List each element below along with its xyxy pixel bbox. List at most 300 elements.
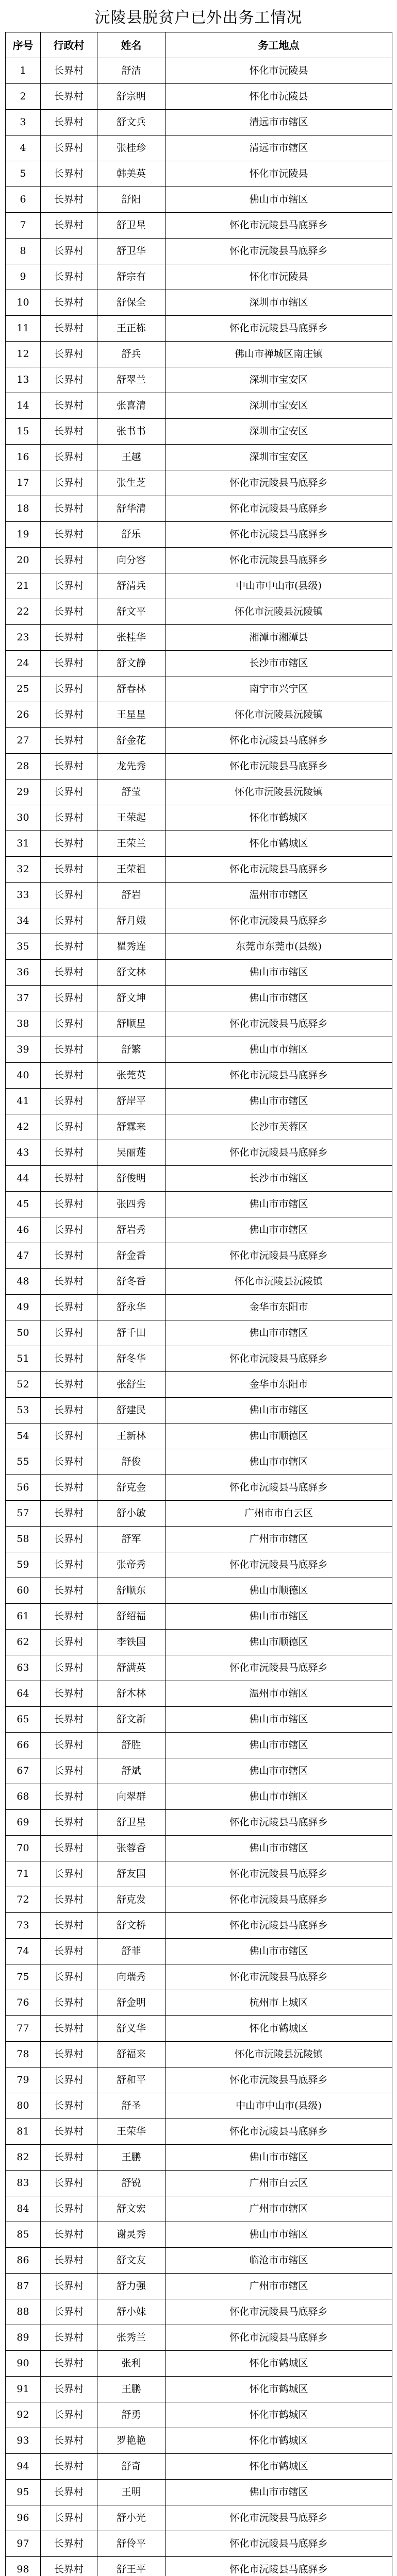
table-row xyxy=(6,342,392,367)
row-index: 89 xyxy=(6,2325,41,2351)
row-work-location: 怀化市沅陵县 xyxy=(166,84,392,110)
table-row xyxy=(6,316,392,342)
table-row xyxy=(6,1552,392,1578)
row-index: 41 xyxy=(6,1089,41,1114)
row-village: 长界村 xyxy=(41,2274,97,2299)
table-row xyxy=(6,548,392,573)
row-work-location: 佛山市市辖区 xyxy=(166,1836,392,1861)
row-index: 52 xyxy=(6,1372,41,1398)
table-row xyxy=(6,1166,392,1192)
row-village: 长界村 xyxy=(41,1655,97,1681)
table-row xyxy=(6,367,392,393)
row-work-location: 怀化市沅陵县马底驿乡 xyxy=(166,2531,392,2557)
row-index: 6 xyxy=(6,187,41,213)
row-work-location: 怀化市沅陵县马底驿乡 xyxy=(166,1655,392,1681)
row-index: 66 xyxy=(6,1733,41,1758)
row-index: 56 xyxy=(6,1475,41,1501)
row-name: 王新林 xyxy=(97,1423,166,1449)
row-village: 长界村 xyxy=(41,1836,97,1861)
row-village: 长界村 xyxy=(41,831,97,857)
row-index: 74 xyxy=(6,1939,41,1964)
row-index: 93 xyxy=(6,2428,41,2454)
row-village: 长界村 xyxy=(41,161,97,187)
row-work-location: 怀化市鹤城区 xyxy=(166,2454,392,2480)
row-village: 长界村 xyxy=(41,1681,97,1707)
row-index: 76 xyxy=(6,1990,41,2016)
row-village: 长界村 xyxy=(41,1295,97,1320)
row-village: 长界村 xyxy=(41,1990,97,2016)
row-name: 吴丽莲 xyxy=(97,1140,166,1166)
header-index: 序号 xyxy=(6,32,41,58)
row-village: 长界村 xyxy=(41,651,97,676)
row-work-location: 怀化市沅陵县马底驿乡 xyxy=(166,548,392,573)
row-village: 长界村 xyxy=(41,1939,97,1964)
row-work-location: 金华市东阳市 xyxy=(166,1372,392,1398)
row-work-location: 怀化市沅陵县沅陵镇 xyxy=(166,599,392,625)
row-index: 77 xyxy=(6,2016,41,2042)
table-row xyxy=(6,1243,392,1269)
row-work-location: 怀化市沅陵县马底驿乡 xyxy=(166,1861,392,1887)
row-village: 长界村 xyxy=(41,1320,97,1346)
row-village: 长界村 xyxy=(41,573,97,599)
row-work-location: 佛山市市辖区 xyxy=(166,1733,392,1758)
row-name: 舒文林 xyxy=(97,960,166,986)
row-village: 长界村 xyxy=(41,1707,97,1733)
row-village: 长界村 xyxy=(41,1887,97,1913)
row-work-location: 中山市中山市(县级) xyxy=(166,573,392,599)
row-index: 59 xyxy=(6,1552,41,1578)
row-village: 长界村 xyxy=(41,883,97,908)
row-name: 舒小妹 xyxy=(97,2299,166,2325)
row-village: 长界村 xyxy=(41,110,97,135)
row-village: 长界村 xyxy=(41,1784,97,1810)
row-village: 长界村 xyxy=(41,1114,97,1140)
row-work-location: 怀化市鹤城区 xyxy=(166,805,392,831)
row-village: 长界村 xyxy=(41,2505,97,2531)
row-index: 11 xyxy=(6,316,41,342)
row-name: 张舒生 xyxy=(97,1372,166,1398)
row-village: 长界村 xyxy=(41,1011,97,1037)
table-row xyxy=(6,883,392,908)
row-index: 19 xyxy=(6,522,41,548)
row-name: 舒小光 xyxy=(97,2505,166,2531)
row-name: 王鹏 xyxy=(97,2377,166,2402)
row-village: 长界村 xyxy=(41,496,97,522)
row-name: 舒俊明 xyxy=(97,1166,166,1192)
row-index: 40 xyxy=(6,1063,41,1089)
row-index: 62 xyxy=(6,1630,41,1655)
row-index: 16 xyxy=(6,445,41,470)
row-work-location: 佛山市市辖区 xyxy=(166,2222,392,2248)
table-row xyxy=(6,1707,392,1733)
row-index: 97 xyxy=(6,2531,41,2557)
table-row xyxy=(6,2377,392,2402)
row-village: 长界村 xyxy=(41,676,97,702)
row-work-location: 佛山市市辖区 xyxy=(166,2480,392,2505)
row-name: 向分容 xyxy=(97,548,166,573)
table-row xyxy=(6,1630,392,1655)
row-name: 舒文桥 xyxy=(97,1913,166,1939)
row-village: 长界村 xyxy=(41,1758,97,1784)
row-village: 长界村 xyxy=(41,934,97,960)
row-index: 35 xyxy=(6,934,41,960)
row-village: 长界村 xyxy=(41,264,97,290)
row-village: 长界村 xyxy=(41,1089,97,1114)
row-village: 长界村 xyxy=(41,393,97,419)
row-index: 98 xyxy=(6,2557,41,2576)
row-work-location: 温州市市辖区 xyxy=(166,1681,392,1707)
row-work-location: 佛山市顺德区 xyxy=(166,1423,392,1449)
row-work-location: 温州市市辖区 xyxy=(166,883,392,908)
row-index: 8 xyxy=(6,239,41,264)
row-work-location: 广州市市白云区 xyxy=(166,1501,392,1527)
row-index: 92 xyxy=(6,2402,41,2428)
row-name: 李铁国 xyxy=(97,1630,166,1655)
row-work-location: 深圳市宝安区 xyxy=(166,393,392,419)
row-village: 长界村 xyxy=(41,857,97,883)
row-work-location: 佛山市市辖区 xyxy=(166,1449,392,1475)
table-row xyxy=(6,676,392,702)
row-index: 94 xyxy=(6,2454,41,2480)
row-index: 38 xyxy=(6,1011,41,1037)
row-work-location: 怀化市鹤城区 xyxy=(166,2428,392,2454)
row-village: 长界村 xyxy=(41,2016,97,2042)
row-index: 25 xyxy=(6,676,41,702)
row-work-location: 怀化市沅陵县马底驿乡 xyxy=(166,2067,392,2093)
row-village: 长界村 xyxy=(41,290,97,316)
row-work-location: 广州市白云区 xyxy=(166,2171,392,2196)
table-row xyxy=(6,2196,392,2222)
row-work-location: 佛山市市辖区 xyxy=(166,1707,392,1733)
row-name: 舒莹 xyxy=(97,779,166,805)
row-index: 83 xyxy=(6,2171,41,2196)
table-row xyxy=(6,2325,392,2351)
row-village: 长界村 xyxy=(41,2093,97,2119)
row-work-location: 临沧市市辖区 xyxy=(166,2248,392,2274)
row-village: 长界村 xyxy=(41,1269,97,1295)
table-row xyxy=(6,1655,392,1681)
row-village: 长界村 xyxy=(41,779,97,805)
row-index: 20 xyxy=(6,548,41,573)
row-village: 长界村 xyxy=(41,84,97,110)
table-row xyxy=(6,1758,392,1784)
header-name: 姓名 xyxy=(97,32,166,58)
row-work-location: 怀化市沅陵县马底驿乡 xyxy=(166,1887,392,1913)
table-row xyxy=(6,908,392,934)
row-work-location: 怀化市沅陵县马底驿乡 xyxy=(166,316,392,342)
table-row xyxy=(6,58,392,84)
row-village: 长界村 xyxy=(41,960,97,986)
row-village: 长界村 xyxy=(41,1913,97,1939)
row-index: 64 xyxy=(6,1681,41,1707)
row-name: 王正栋 xyxy=(97,316,166,342)
row-index: 51 xyxy=(6,1346,41,1372)
row-name: 舒卫星 xyxy=(97,213,166,239)
row-index: 34 xyxy=(6,908,41,934)
row-work-location: 怀化市沅陵县马底驿乡 xyxy=(166,1063,392,1089)
row-name: 王荣华 xyxy=(97,2119,166,2145)
table-row xyxy=(6,1320,392,1346)
row-index: 50 xyxy=(6,1320,41,1346)
row-work-location: 怀化市沅陵县沅陵镇 xyxy=(166,1269,392,1295)
row-index: 2 xyxy=(6,84,41,110)
row-village: 长界村 xyxy=(41,1346,97,1372)
row-work-location: 怀化市沅陵县马底驿乡 xyxy=(166,857,392,883)
row-village: 长界村 xyxy=(41,1475,97,1501)
table-row xyxy=(6,1527,392,1552)
row-work-location: 佛山市市辖区 xyxy=(166,1217,392,1243)
table-row xyxy=(6,934,392,960)
table-row xyxy=(6,239,392,264)
row-name: 舒斌 xyxy=(97,1758,166,1784)
row-index: 54 xyxy=(6,1423,41,1449)
row-index: 1 xyxy=(6,58,41,84)
row-work-location: 中山市中山市(县级) xyxy=(166,2093,392,2119)
table-row xyxy=(6,1089,392,1114)
row-name: 舒小敏 xyxy=(97,1501,166,1527)
header-work-location: 务工地点 xyxy=(166,32,392,58)
table-row xyxy=(6,1784,392,1810)
row-village: 长界村 xyxy=(41,2299,97,2325)
row-name: 王星星 xyxy=(97,702,166,728)
row-name: 舒文友 xyxy=(97,2248,166,2274)
table-row xyxy=(6,1810,392,1836)
row-work-location: 广州市市辖区 xyxy=(166,2196,392,2222)
table-row xyxy=(6,2505,392,2531)
row-name: 舒宗明 xyxy=(97,84,166,110)
row-name: 舒军 xyxy=(97,1527,166,1552)
row-name: 龙先秀 xyxy=(97,754,166,779)
row-name: 张蓉香 xyxy=(97,1836,166,1861)
row-index: 7 xyxy=(6,213,41,239)
row-index: 79 xyxy=(6,2067,41,2093)
row-index: 82 xyxy=(6,2145,41,2171)
row-name: 舒宗有 xyxy=(97,264,166,290)
row-village: 长界村 xyxy=(41,316,97,342)
row-village: 长界村 xyxy=(41,1140,97,1166)
row-index: 13 xyxy=(6,367,41,393)
row-name: 王明 xyxy=(97,2480,166,2505)
row-village: 长界村 xyxy=(41,135,97,161)
row-village: 长界村 xyxy=(41,1810,97,1836)
row-name: 王荣祖 xyxy=(97,857,166,883)
row-work-location: 佛山市市辖区 xyxy=(166,1604,392,1630)
row-index: 75 xyxy=(6,1964,41,1990)
row-name: 舒克金 xyxy=(97,1475,166,1501)
row-work-location: 清远市市辖区 xyxy=(166,110,392,135)
row-work-location: 怀化市沅陵县马底驿乡 xyxy=(166,2505,392,2531)
row-village: 长界村 xyxy=(41,2067,97,2093)
row-village: 长界村 xyxy=(41,1192,97,1217)
row-name: 舒金香 xyxy=(97,1243,166,1269)
row-work-location: 深圳市宝安区 xyxy=(166,367,392,393)
row-index: 87 xyxy=(6,2274,41,2299)
row-village: 长界村 xyxy=(41,1964,97,1990)
row-village: 长界村 xyxy=(41,1166,97,1192)
row-index: 53 xyxy=(6,1398,41,1423)
table-body xyxy=(6,58,392,2576)
row-index: 84 xyxy=(6,2196,41,2222)
row-name: 舒兵 xyxy=(97,342,166,367)
row-village: 长界村 xyxy=(41,2351,97,2377)
row-index: 39 xyxy=(6,1037,41,1063)
row-name: 舒顺星 xyxy=(97,1011,166,1037)
row-name: 谢灵秀 xyxy=(97,2222,166,2248)
row-index: 3 xyxy=(6,110,41,135)
row-village: 长界村 xyxy=(41,2557,97,2576)
row-name: 舒华清 xyxy=(97,496,166,522)
row-village: 长界村 xyxy=(41,1037,97,1063)
table-row xyxy=(6,625,392,651)
row-work-location: 深圳市市辖区 xyxy=(166,290,392,316)
row-index: 26 xyxy=(6,702,41,728)
row-work-location: 佛山市市辖区 xyxy=(166,1320,392,1346)
row-village: 长界村 xyxy=(41,2171,97,2196)
row-village: 长界村 xyxy=(41,2119,97,2145)
row-work-location: 怀化市沅陵县马底驿乡 xyxy=(166,496,392,522)
row-name: 舒永华 xyxy=(97,1295,166,1320)
row-name: 舒王平 xyxy=(97,2557,166,2576)
row-village: 长界村 xyxy=(41,754,97,779)
row-name: 舒力强 xyxy=(97,2274,166,2299)
table-row xyxy=(6,1939,392,1964)
row-name: 舒冬华 xyxy=(97,1346,166,1372)
row-village: 长界村 xyxy=(41,1527,97,1552)
row-work-location: 怀化市鹤城区 xyxy=(166,2351,392,2377)
row-index: 45 xyxy=(6,1192,41,1217)
row-name: 舒友国 xyxy=(97,1861,166,1887)
table-row xyxy=(6,831,392,857)
table-row xyxy=(6,599,392,625)
row-work-location: 佛山市市辖区 xyxy=(166,1398,392,1423)
table-row xyxy=(6,290,392,316)
row-village: 长界村 xyxy=(41,2428,97,2454)
row-work-location: 金华市东阳市 xyxy=(166,1295,392,1320)
row-village: 长界村 xyxy=(41,1733,97,1758)
row-work-location: 佛山市市辖区 xyxy=(166,986,392,1011)
table-row xyxy=(6,986,392,1011)
row-village: 长界村 xyxy=(41,187,97,213)
row-work-location: 佛山市市辖区 xyxy=(166,1758,392,1784)
row-name: 舒文平 xyxy=(97,599,166,625)
row-name: 舒菲 xyxy=(97,1939,166,1964)
row-index: 42 xyxy=(6,1114,41,1140)
row-work-location: 佛山市市辖区 xyxy=(166,2145,392,2171)
row-name: 王荣起 xyxy=(97,805,166,831)
table-row xyxy=(6,445,392,470)
table-row xyxy=(6,2067,392,2093)
table-row xyxy=(6,1398,392,1423)
row-name: 舒岩 xyxy=(97,883,166,908)
table-row xyxy=(6,213,392,239)
row-village: 长界村 xyxy=(41,2531,97,2557)
table-row xyxy=(6,2557,392,2576)
row-work-location: 佛山市市辖区 xyxy=(166,960,392,986)
row-work-location: 怀化市沅陵县马底驿乡 xyxy=(166,2299,392,2325)
table-row xyxy=(6,2222,392,2248)
row-name: 舒福来 xyxy=(97,2042,166,2067)
row-name: 舒满英 xyxy=(97,1655,166,1681)
table-row xyxy=(6,1964,392,1990)
row-name: 罗艳艳 xyxy=(97,2428,166,2454)
row-work-location: 湘潭市湘潭县 xyxy=(166,625,392,651)
row-name: 舒翠兰 xyxy=(97,367,166,393)
row-index: 63 xyxy=(6,1655,41,1681)
row-name: 张利 xyxy=(97,2351,166,2377)
row-village: 长界村 xyxy=(41,522,97,548)
row-village: 长界村 xyxy=(41,239,97,264)
table-row xyxy=(6,1372,392,1398)
row-index: 70 xyxy=(6,1836,41,1861)
row-village: 长界村 xyxy=(41,2042,97,2067)
row-name: 舒文静 xyxy=(97,651,166,676)
row-index: 69 xyxy=(6,1810,41,1836)
row-village: 长界村 xyxy=(41,1552,97,1578)
row-village: 长界村 xyxy=(41,1063,97,1089)
row-work-location: 怀化市鹤城区 xyxy=(166,2402,392,2428)
row-village: 长界村 xyxy=(41,599,97,625)
row-name: 舒清兵 xyxy=(97,573,166,599)
row-work-location: 怀化市沅陵县马底驿乡 xyxy=(166,908,392,934)
row-name: 舒金花 xyxy=(97,728,166,754)
table-row xyxy=(6,2428,392,2454)
row-village: 长界村 xyxy=(41,2145,97,2171)
table-row xyxy=(6,857,392,883)
row-index: 95 xyxy=(6,2480,41,2505)
table-row xyxy=(6,1346,392,1372)
row-work-location: 广州市市辖区 xyxy=(166,2274,392,2299)
row-work-location: 清远市市辖区 xyxy=(166,135,392,161)
row-village: 长界村 xyxy=(41,2196,97,2222)
row-village: 长界村 xyxy=(41,2454,97,2480)
table-row xyxy=(6,1449,392,1475)
table-row xyxy=(6,805,392,831)
row-name: 舒圣 xyxy=(97,2093,166,2119)
row-index: 65 xyxy=(6,1707,41,1733)
table-row xyxy=(6,84,392,110)
row-village: 长界村 xyxy=(41,2222,97,2248)
table-row xyxy=(6,110,392,135)
row-name: 舒文新 xyxy=(97,1707,166,1733)
row-village: 长界村 xyxy=(41,2402,97,2428)
table-row xyxy=(6,779,392,805)
row-work-location: 怀化市鹤城区 xyxy=(166,831,392,857)
table-row xyxy=(6,2402,392,2428)
row-village: 长界村 xyxy=(41,1501,97,1527)
row-index: 44 xyxy=(6,1166,41,1192)
row-work-location: 深圳市宝安区 xyxy=(166,445,392,470)
row-village: 长界村 xyxy=(41,1578,97,1604)
table-row xyxy=(6,1475,392,1501)
row-index: 47 xyxy=(6,1243,41,1269)
row-index: 49 xyxy=(6,1295,41,1320)
row-village: 长界村 xyxy=(41,213,97,239)
row-name: 舒木林 xyxy=(97,1681,166,1707)
row-index: 33 xyxy=(6,883,41,908)
row-work-location: 怀化市沅陵县马底驿乡 xyxy=(166,1913,392,1939)
row-work-location: 怀化市沅陵县沅陵镇 xyxy=(166,2042,392,2067)
row-name: 舒岩秀 xyxy=(97,1217,166,1243)
row-index: 58 xyxy=(6,1527,41,1552)
table-row xyxy=(6,496,392,522)
row-work-location: 东莞市东莞市(县级) xyxy=(166,934,392,960)
row-index: 86 xyxy=(6,2248,41,2274)
row-name: 舒霖来 xyxy=(97,1114,166,1140)
table-row xyxy=(6,1037,392,1063)
row-index: 17 xyxy=(6,470,41,496)
row-name: 张喜清 xyxy=(97,393,166,419)
table-row xyxy=(6,1836,392,1861)
